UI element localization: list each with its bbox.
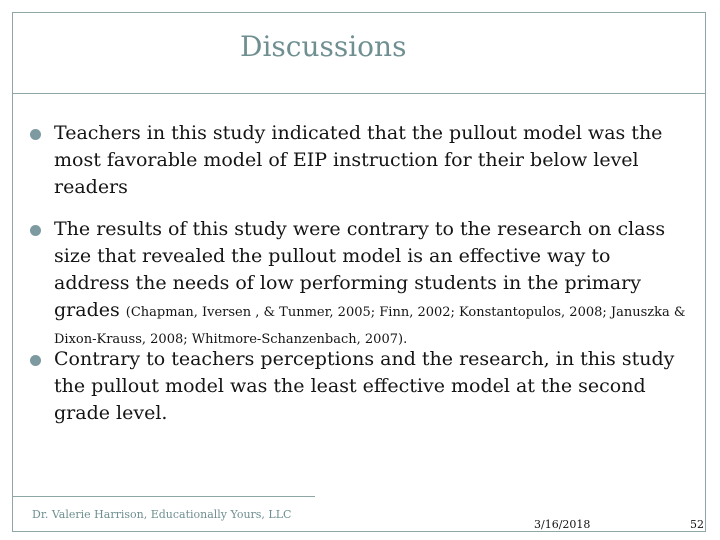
slide-title: Discussions (240, 30, 407, 63)
footer-author: Dr. Valerie Harrison, Educationally Yours, LLC (32, 508, 292, 521)
bullet-item (30, 346, 690, 427)
bullet-dot-icon (30, 129, 41, 140)
bullet-dot-icon (30, 225, 41, 236)
page-number: 52 (690, 518, 704, 531)
footer-divider (12, 496, 315, 497)
footer-date: 3/16/2018 (534, 518, 591, 531)
bullet-text: Contrary to teachers perceptions and the research, in this study the pullout model was the least effective model at the second grade level. (54, 348, 675, 424)
bullet-item (30, 216, 690, 351)
bullet-text: The results of this study were contrary to the research on class size that revealed the pullout model is an effective way to address the needs of low performing students in the primary grades (54, 218, 666, 321)
bullet-text-with-citation (54, 216, 690, 351)
bullet-citation: (Chapman, Iversen , & Tunmer, 2005; Finn, 2002; Konstantopulos, 2008; Januszka & Dixon-Krauss, 2008; Whitmore-Schanzenbach, 2007). (54, 305, 686, 347)
bullet-text: Teachers in this study indicated that the pullout model was the most favorable model of EIP instruction for their below level readers (54, 122, 663, 198)
bullet-item (30, 120, 690, 201)
bullet-dot-icon (30, 355, 41, 366)
title-divider (13, 93, 705, 94)
